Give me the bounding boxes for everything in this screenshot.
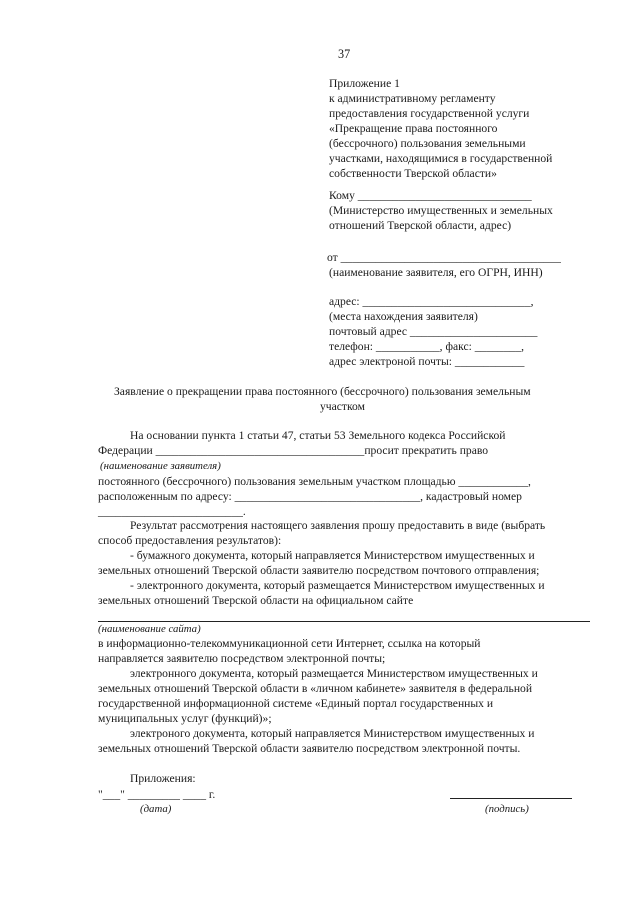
body-line: электроного документа, который направляется Министерством имущественных и: [130, 727, 535, 740]
postal-line: почтовый адрес ______________________: [329, 325, 538, 338]
appendix-line: «Прекращение права постоянного: [329, 122, 498, 135]
date-note: (дата): [140, 803, 172, 815]
body-line: электронного документа, который размещается Министерством имущественных и: [130, 667, 538, 680]
site-name-note: (наименование сайта): [98, 623, 201, 635]
signature-note: (подпись): [485, 803, 529, 815]
page-number: 37: [338, 47, 351, 61]
appendix-line: (бессрочного) пользования земельными: [329, 137, 526, 150]
body-line: способ предоставления результатов):: [98, 534, 282, 547]
to-line: Кому ______________________________: [329, 189, 532, 202]
phone-line: телефон: ___________, факс: ________,: [329, 340, 525, 353]
body-line: Результат рассмотрения настоящего заявления прошу предоставить в виде (выбрать: [130, 519, 546, 532]
body-line: _________________________.: [98, 505, 246, 518]
body-line: земельных отношений Тверской области в «личном кабинете» заявителя в федеральной: [98, 682, 533, 695]
body-line: земельных отношений Тверской области на официальном сайте: [98, 594, 414, 607]
body-line: направляется заявителю посредством электронной почты;: [98, 652, 386, 665]
from-line: от ______________________________________: [327, 251, 561, 264]
signature-line: [450, 798, 572, 799]
body-line: земельных отношений Тверской области заявителю посредством почтового отправления;: [98, 564, 540, 577]
body-line: Федерации ____________________________________просит прекратить право: [98, 444, 489, 457]
appendix-line: к административному регламенту: [329, 92, 496, 105]
body-line: На основании пункта 1 статьи 47, статьи 53 Земельного кодекса Российской: [130, 429, 506, 442]
address-line: адрес: _____________________________,: [329, 295, 534, 308]
attachments-label: Приложения:: [130, 772, 196, 785]
email-line: адрес электроной почты: ____________: [329, 355, 525, 368]
appendix-line: собственности Тверской области»: [329, 167, 497, 180]
to-note: (Министерство имущественных и земельных: [329, 204, 553, 217]
address-note: (места нахождения заявителя): [329, 310, 478, 323]
body-line: - электронного документа, который размещается Министерством имущественных и: [130, 579, 545, 592]
body-line: земельных отношений Тверской области заявителю посредством электронной почты.: [98, 742, 521, 755]
appendix-line: Приложение 1: [329, 77, 400, 90]
body-line: расположенным по адресу: ________________________________, кадастровый номер: [98, 490, 522, 503]
body-line: государственной информационной системе «Единый портал государственных и: [98, 697, 494, 710]
body-line: муниципальных услуг (функций)»;: [98, 712, 272, 725]
body-line: в информационно-телекоммуникационной сети Интернет, ссылка на который: [98, 637, 481, 650]
body-line: - бумажного документа, который направляется Министерством имущественных и: [130, 549, 535, 562]
from-note: (наименование заявителя, его ОГРН, ИНН): [329, 266, 543, 279]
appendix-line: предоставления государственной услуги: [329, 107, 530, 120]
applicant-name-note: (наименование заявителя): [100, 460, 221, 472]
title-line: участком: [320, 400, 365, 413]
date-line: "___" _________ ____ г.: [98, 788, 216, 801]
title-line: Заявление о прекращении права постоянного (бессрочного) пользования земельным: [114, 385, 531, 398]
appendix-line: участками, находящимися в государственной: [329, 152, 553, 165]
to-note: отношений Тверской области, адрес): [329, 219, 512, 232]
body-line: постоянного (бессрочного) пользования земельным участком площадью ____________,: [98, 475, 531, 488]
